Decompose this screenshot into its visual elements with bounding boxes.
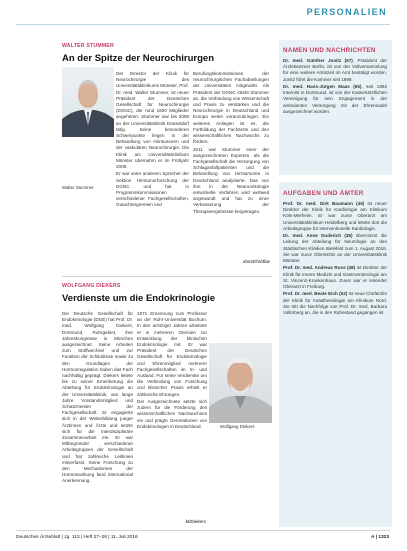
section-label: PERSONALIEN [306, 7, 387, 17]
article2-signature: kt/Diekers [185, 519, 206, 524]
box2-title: AUFGABEN UND ÄMTER [283, 190, 364, 197]
footer-publication: Deutsches Ärzteblatt | Jg. 113 | Heft 27–28 | 11. Juli 2016 [16, 535, 138, 540]
list-item [283, 265, 387, 290]
article1-text-col1 [116, 71, 189, 266]
article2-caption: Wolfgang Diekers [220, 424, 255, 429]
list-item [283, 291, 387, 316]
paragraph: Die Deutsche Gesellschaft für Endokrinologie (DGE) hat Prof. Dr. med. Wolfgang Diekers, Dortmund, Ruhrgebiet, ihre Jahreskongresse in München ausgezeichnet. Seine Arbeiten zum Stoffwechsel und zur Funktion der Schilddrüse sowie zu den Grundlagen der Hormonregulation haben das Fach nachhaltig geprägt. Diekers leitete bis zu seiner Emeritierung die Abteilung für Endokrinologie an der Universitätsklinik, war lange Jahre Vorstandsmitglied und Schatzmeister der Fachgesellschaft. Er engagierte sich in der Weiterbildung junger Ärztinnen und Ärzte und setzte sich für die interdisziplinäre Zusammenarbeit ein. Er war Mitbegründer verschiedener Arbeitsgruppen der Gesellschaft und hat zahlreiche Leitlinien mitverfasst. Seine Forschung zu den Mechanismen der Hormonwirkung fand international Anerkennung. [62, 311, 133, 484]
header-rule [16, 24, 390, 25]
article1-kicker: WALTER STUMMER [62, 43, 114, 49]
footer-page-number: A | 1323 [371, 535, 389, 540]
box1-title: NAMEN UND NACHRICHTEN [283, 47, 376, 54]
box1-text [283, 58, 387, 173]
walter-stummer-photo [62, 67, 114, 137]
item-text: ist neue Chefärztin der Klinik für Anästhesiologie am Klinikum Nord. Sie tritt die Nachfolge von Prof. Dr. med. Barbara Vollmberg an, die in den Ruhestand gegangen ist. [283, 291, 387, 316]
paragraph: Der Ausgezeichnete setzte sich zudem für die Förderung des wissenschaftlichen Nachwuchses ein und prägte Generationen von Endokrinologen in Deutschland. [137, 399, 207, 429]
article2-kicker: WOLFGANG DIEKERS [62, 283, 121, 289]
item-lead: Dr. med. Hans-Jürgen Maas (65) [283, 84, 362, 89]
item-text: , Präsident der Ärztekammer Berlin, ist von der Vollversammlung für eine weitere Amtszeit im Amt bestätigt worden. Jonitz führt die Kammer seit 1999. [283, 58, 387, 82]
article2-text-col2 [137, 311, 207, 519]
article1-caption: Walter Stummer [62, 185, 94, 190]
item-lead: Prof. Dr. med. Dirk Baumann (45) [283, 201, 365, 206]
paragraph: 1971 Ernennung zum Professor an der Ruhr-Universität Bochum. In den achtziger Jahren arbeitete er in mehreren Gremien zur Entwicklung der klinischen Endokrinologie mit. Er war Präsident der Deutschen Gesellschaft für Endokrinologie und Ehrenmitglied mehrerer Fachgesellschaften im In- und Ausland. Für seine Verdienste um die Verbindung von Forschung und klinischer Praxis erhielt er zahlreiche Ehrungen. [137, 311, 207, 397]
item-lead: Dr. med. Günther Jonitz (57) [283, 58, 353, 63]
paragraph: Er war unter anderem Sprecher der Sektion Hirntumorforschung der DGNC und hat in Programmkommissionen verschiedener Fachgesellschaften, Gutachtergremien und [116, 171, 189, 208]
list-item [283, 201, 387, 232]
wolfgang-diekers-photo [209, 343, 272, 423]
article1-signature: dom/Ehr/dbw [242, 259, 270, 264]
paragraph: Der Direktor der Klinik für Neurochirurgie des Universitätsklinikums Münster, Prof. Dr. med. Walter Stummer, ist neuer Präsident der Deutschen Gesellschaft für Neurochirurgie (DGNC), der rund 1600 Mitglieder angehören. Stummer war bis 2009 an der Universitätsklinik Düsseldorf tätig. Seine besonderen Schwerpunkte liegen in der Behandlung von Hirntumoren und der vaskulären Neurochirurgie. Die Klinik am Universitätsklinikum Münster übernahm er im Frühjahr 2009. [116, 71, 189, 170]
list-item [283, 84, 387, 115]
item-text: ist Direktor der Klinik für Innere Medizin und Gastroenterologie am St. Vincenz-Krankenhaus. Zuvor war er leitender Oberarzt in Freiburg. [283, 265, 387, 290]
item-lead: Prof. Dr. med. Beate Eich (52) [283, 291, 348, 297]
item-lead: Prof. Dr. med. Andreas Ross (48) [283, 265, 356, 271]
item-text: ist neuer Direktor der Klinik für Kardiologie am Klinikum Köln-Merheim. Er war zuvor Oberarzt am Universitätsklinikum Heidelberg und leitete dort die Arbeitsgruppe für interventionelle Kardiologie. [283, 201, 387, 231]
item-text: übernimmt die Leitung der Abteilung für Neurologie an den Städtischen Kliniken Bielefeld zum 1. August 2016. Sie war zuvor Oberärztin an der Universitätsklinik Münster. [283, 233, 387, 264]
list-item [283, 233, 387, 264]
paragraph: 2011 war Stummer einer der ausgezeichneten Experten, als die Fachgesellschaft die Versorgung von Schlaganfallpatienten und die Behandlung von Hirntumoren in Deutschland analysierte. Das von ihm in der Neuroonkologie entwickelte Verfahren wird weltweit angewandt und hat zu einer Verbesserung der Therapieergebnisse beigetragen. [193, 146, 269, 214]
item-text: , seit 1992 Internist in Dortmund, ist von der Kassenärztlichen Vereinigung für sein Engagement in der ambulanten Versorgung mit der Ehrennadel ausgezeichnet worden. [283, 84, 387, 114]
article2-headline: Verdienste um die Endokrinologie [62, 293, 216, 304]
article1-headline: An der Spitze der Neurochirurgen [62, 53, 215, 64]
list-item [283, 58, 387, 83]
article1-text-col2 [193, 71, 269, 260]
box2-text [283, 201, 387, 523]
article2-text-col1 [62, 311, 133, 525]
item-lead: Dr. med. Anne Duderich (38) [283, 233, 353, 239]
article-divider [62, 276, 272, 277]
paragraph: Berufungskommissionen der neurochirurgischen Fachabteilungen der Universitäten mitgewirkt. Als Präsident der DGNC strebt Stummer an, die Verbindung von Wissenschaft und Praxis zu verstärken und die Neurochirurgie in Deutschland und Europa weiter voranzubringen. Ein weiteres Anliegen ist es, die Fortbildung der Fachärzte und den wissenschaftlichen Nachwuchs zu fördern. [193, 71, 269, 145]
footer-rule [16, 530, 390, 531]
